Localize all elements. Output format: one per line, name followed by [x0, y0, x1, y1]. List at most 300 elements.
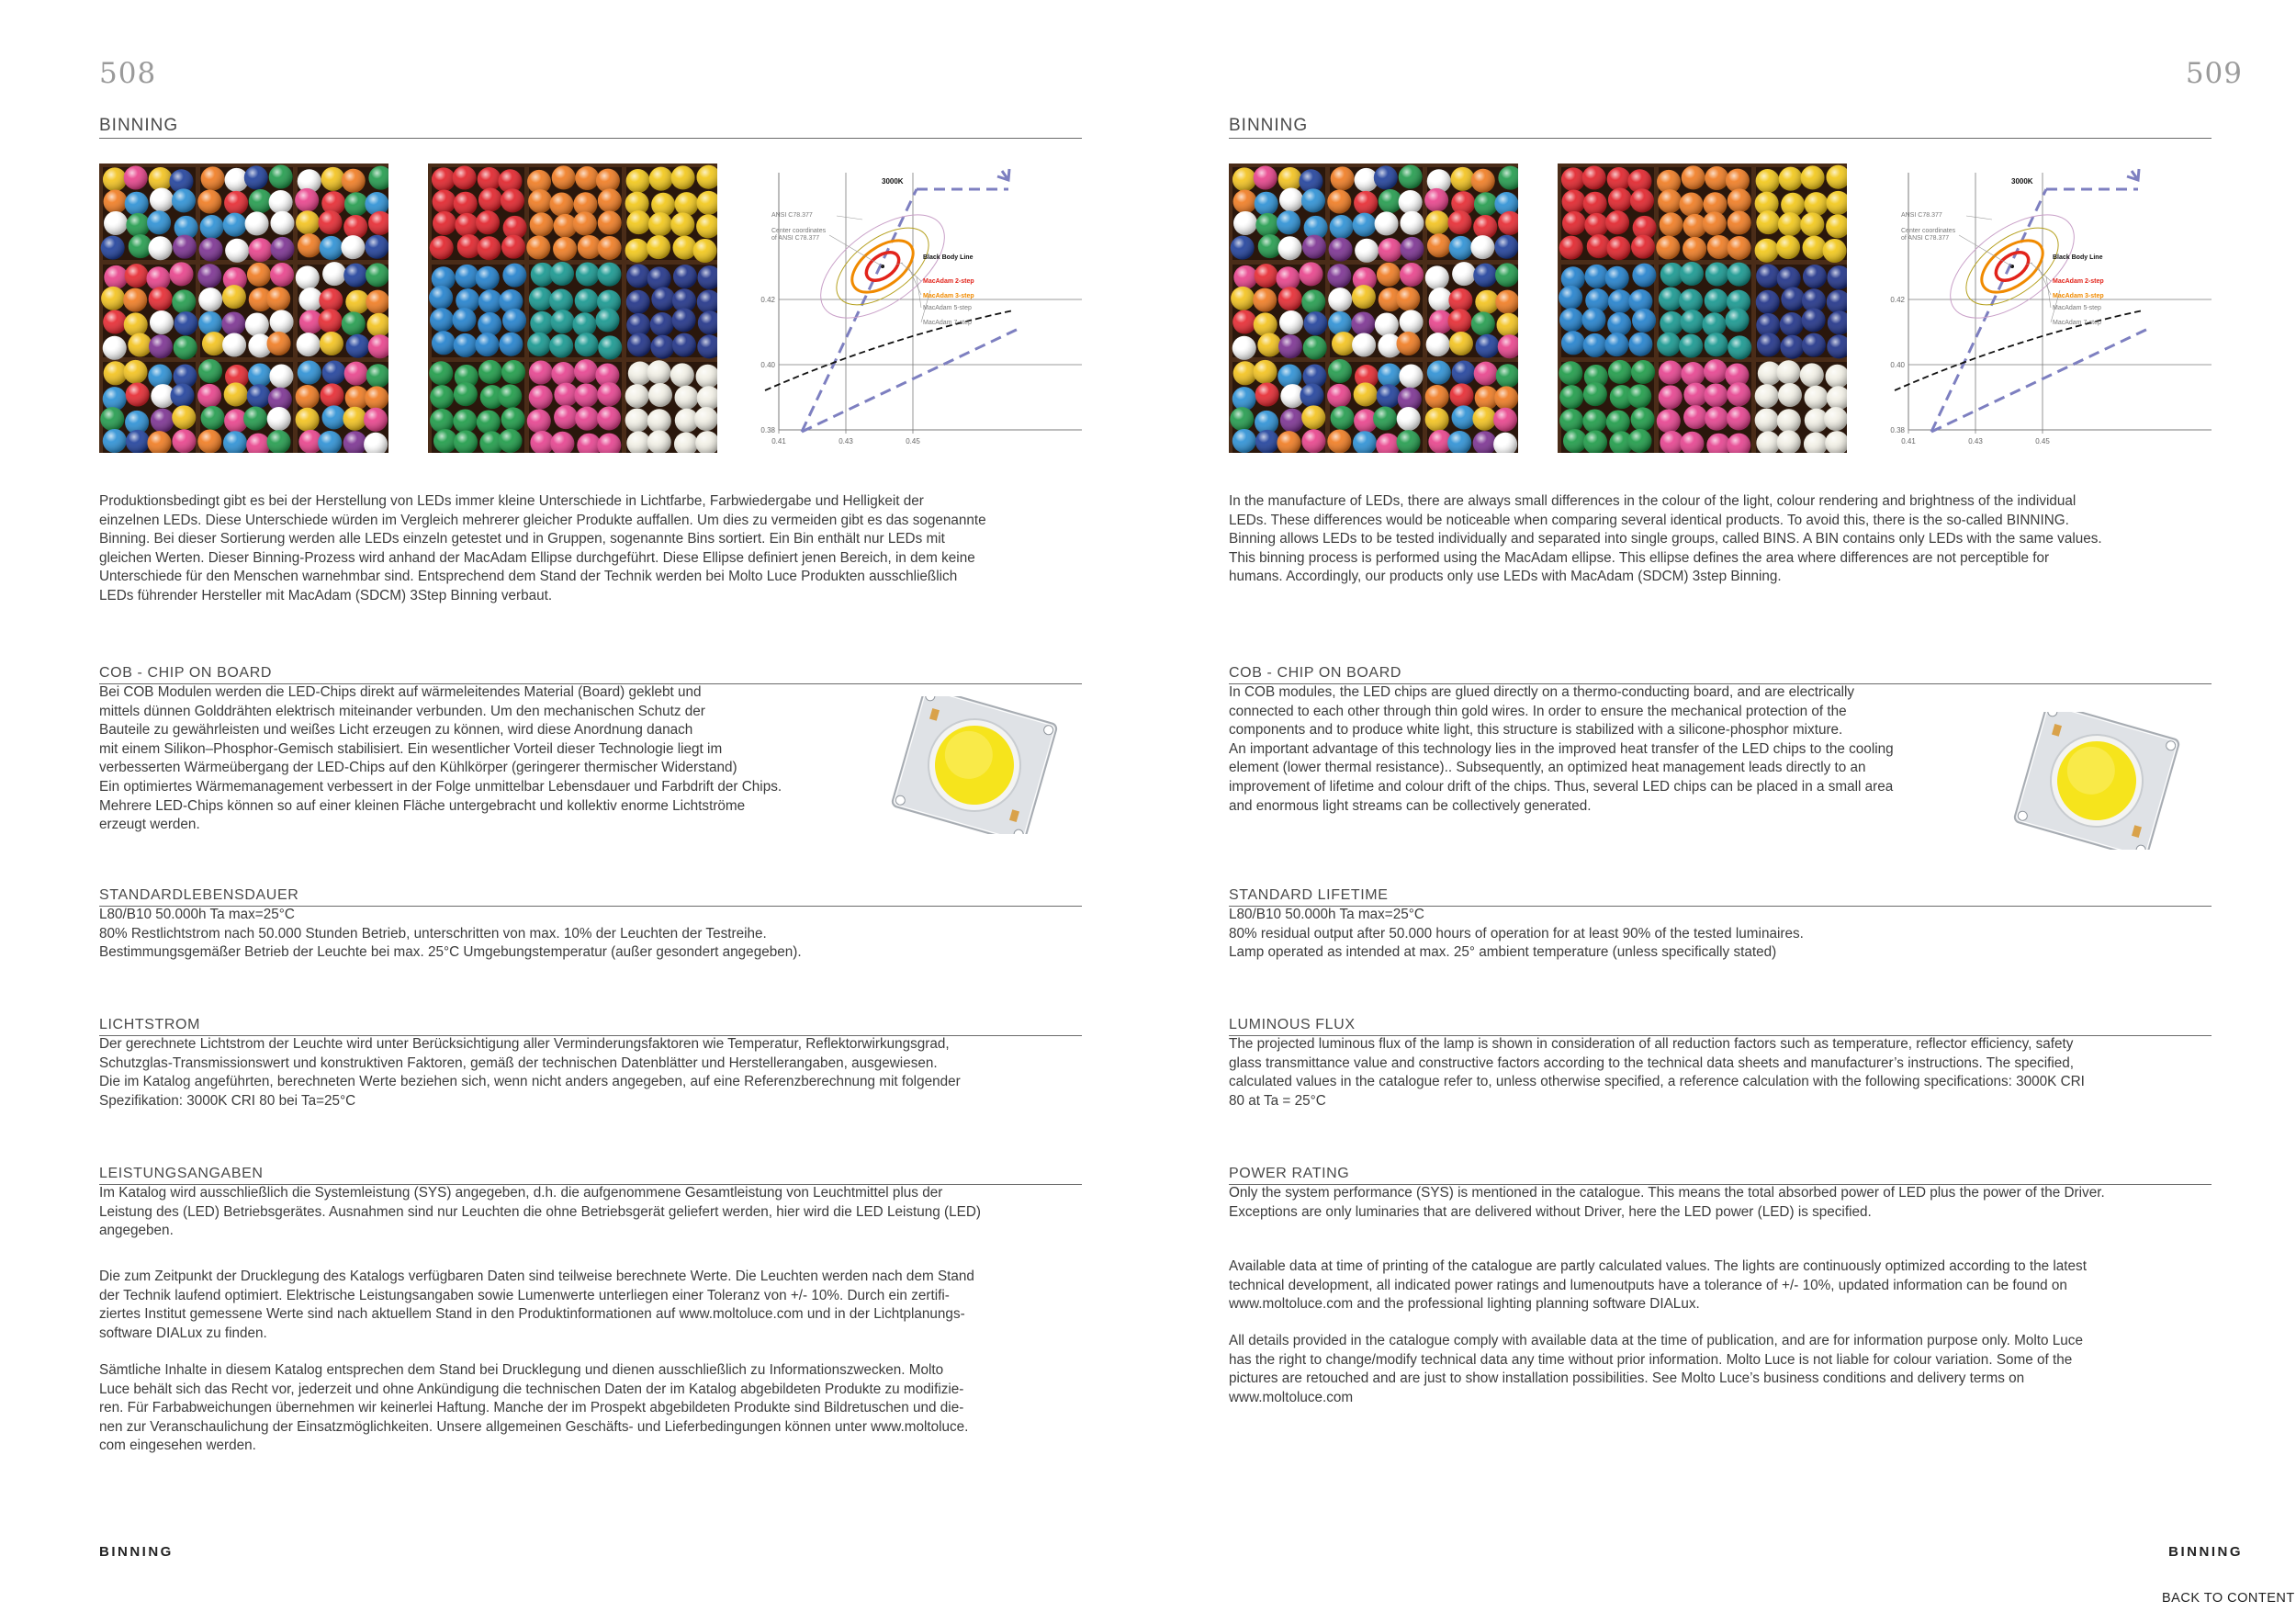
gumball-shine — [1332, 332, 1356, 355]
section-heading-power: POWER RATING — [1229, 1162, 2212, 1185]
gumball-shine — [197, 264, 221, 288]
gumball-shine — [1255, 192, 1278, 216]
gumball-shine — [1279, 310, 1303, 334]
gumball-shine — [433, 189, 456, 213]
gumball-shine — [553, 237, 577, 261]
gumball-shine — [1823, 239, 1847, 263]
leader-line — [908, 266, 921, 295]
gumball-shine — [1327, 264, 1351, 288]
data-note-paragraph — [1229, 1257, 2087, 1314]
gumball-shine — [1327, 384, 1351, 408]
gumball-shine — [672, 333, 696, 357]
gumball-shine — [1604, 333, 1628, 356]
gumball-shine — [1375, 211, 1399, 235]
gumball-shine — [1447, 210, 1471, 234]
gumball-shine — [101, 287, 125, 310]
gumball-shine — [626, 290, 650, 314]
text-line: angegeben. — [99, 1223, 174, 1239]
gumball-shine — [575, 166, 599, 190]
gumball-shine — [499, 333, 523, 356]
chip-board — [891, 696, 1057, 834]
gumball-shine — [1399, 364, 1423, 388]
gumball-shine — [671, 165, 695, 189]
cob-paragraph — [99, 683, 782, 835]
lifetime-paragraph — [99, 906, 802, 963]
gumball-shine — [1704, 383, 1728, 407]
text-line: The projected luminous flux of the lamp is shown in consideration of all reduction factors such as temperature, reflector efficiency, safety — [1229, 1036, 2074, 1052]
text-line: In the manufacture of LEDs, there are always small differences in the colour of the light, colour rendering and brightness of the individual — [1229, 493, 2077, 509]
gumball-shine — [1725, 308, 1749, 332]
text-line: has the right to change/modify technical data any time without prior information. Molto Luce is not liable for colour variation. Some of the — [1229, 1351, 2073, 1368]
back-to-content-link[interactable]: BACK TO CONTENT — [2162, 1591, 2295, 1606]
gumball-shine — [1727, 263, 1750, 287]
gumball-shine — [576, 263, 600, 287]
gumball-shine — [222, 285, 246, 309]
gumball-shine — [1253, 288, 1277, 312]
gumball-shine — [123, 288, 147, 312]
gumball-shine — [1399, 165, 1423, 189]
gumball-shine — [1400, 211, 1424, 235]
gumball-shine — [248, 364, 272, 388]
leader-line — [2038, 266, 2051, 295]
gumball-shine — [1302, 235, 1326, 259]
gumball-shine — [1379, 238, 1402, 262]
gumball-shine — [1257, 333, 1281, 356]
gumball-shine — [1303, 335, 1327, 359]
cob-led-chip-image — [878, 696, 1071, 839]
gumball-shine — [1425, 408, 1449, 432]
gumball-shine — [320, 236, 343, 260]
gumball-shine — [572, 312, 596, 336]
gumball-shine — [1631, 235, 1655, 259]
sorted-candy-photo — [428, 164, 717, 453]
gumball-shine — [342, 169, 366, 193]
gumball-shine — [1728, 188, 1751, 212]
cob-paragraph — [1229, 683, 1894, 816]
gumball-shine — [526, 235, 550, 259]
text-line: connected to each other through thin gold wires. In order to ensure the mechanical protection of the — [1229, 703, 1847, 719]
gumball-shine — [322, 361, 346, 385]
gumball-shine — [221, 311, 245, 335]
gumball-shine — [552, 165, 576, 189]
gumball-shine — [344, 362, 368, 386]
ansi-quadrangle-edge — [802, 189, 917, 432]
gumball-shine — [625, 409, 649, 433]
gumball-shine — [1777, 266, 1801, 290]
section-heading-flux: LICHTSTROM — [99, 1013, 1082, 1036]
gumball-shine — [1232, 310, 1256, 334]
text-line: ziertes Institut gemessene Werte sind nach aktuellem Stand in den Produktinformationen auf www.moltoluce.com und in der Lichtplanungs- — [99, 1306, 965, 1323]
gumball-shine — [1776, 235, 1800, 259]
text-line: einzelnen LEDs. Diese Unterschiede würden im Vergleich mehrerer gleicher Produkte auffallen. Um dies zu vermeiden gibt es das sogenannte — [99, 512, 986, 528]
gumball-shine — [625, 384, 649, 408]
text-line: Bei COB Modulen werden die LED-Chips direkt auf wärmeleitendes Material (Board) geklebt und — [99, 684, 702, 700]
gumball-shine — [575, 407, 599, 431]
gumball-shine — [346, 334, 370, 358]
gumball-shine — [433, 429, 457, 453]
gumball-shine — [430, 236, 454, 260]
gumball-shine — [1628, 333, 1652, 356]
gumball-shine — [1802, 333, 1826, 357]
gumball-shine — [1351, 311, 1375, 335]
gumball-shine — [125, 192, 149, 216]
gumball-shine — [1254, 360, 1277, 384]
gumball-shine — [1233, 189, 1257, 213]
arrow-head — [2127, 169, 2139, 180]
gumball-shine — [1780, 312, 1804, 336]
gumball-shine — [1374, 165, 1398, 189]
gumball-shine — [456, 265, 479, 288]
gumball-shine — [225, 239, 249, 263]
gumball-shine — [1607, 167, 1631, 191]
gumball-shine — [1449, 332, 1473, 355]
gumball-shine — [128, 333, 152, 356]
gumball-shine — [454, 382, 478, 406]
gumball-shine — [245, 211, 269, 235]
gumball-shine — [598, 188, 622, 212]
gumball-shine — [1232, 429, 1256, 453]
gumball-shine — [1452, 405, 1476, 429]
leader-line — [2046, 276, 2051, 308]
gumball-shine — [103, 336, 127, 360]
gumball-shine — [1427, 361, 1451, 385]
x-tick-label: 0.41 — [771, 437, 786, 445]
gumball-shine — [1303, 311, 1327, 335]
gumball-shine — [173, 235, 197, 259]
gumball-shine — [296, 385, 320, 409]
leader-line — [917, 276, 921, 308]
gumball-shine — [501, 188, 524, 212]
gumball-shine — [1328, 359, 1352, 383]
gumball-shine — [1582, 409, 1606, 433]
gumball-shine — [1352, 285, 1376, 309]
text-line: 80 at Ta = 25°C — [1229, 1092, 1326, 1109]
gumball-shine — [454, 333, 478, 357]
gumball-shine — [125, 264, 149, 288]
text-line: Lamp operated as intended at max. 25° ambient temperature (unless specifically stated) — [1229, 944, 1777, 961]
gumball-shine — [1474, 362, 1498, 386]
section-heading-flux: LUMINOUS FLUX — [1229, 1013, 2212, 1036]
text-line: Binning allows LEDs to be tested individually and separated into single groups, called BINS. A BIN contains only LEDs with the same values. — [1229, 531, 2102, 547]
text-line: gleichen Werten. Dieser Binning-Prozess wird anhand der MacAdam Ellipse durchgeführt. Diese Ellipse definiert jenen Bereich, in dem keine — [99, 549, 975, 566]
chip-board — [2013, 712, 2179, 850]
gumball-shine — [343, 407, 366, 431]
gumball-shine — [322, 262, 346, 286]
leader-line — [829, 235, 883, 266]
section-heading-power: LEISTUNGSANGABEN — [99, 1162, 1082, 1185]
x-tick-label: 0.45 — [2035, 437, 2050, 445]
text-line: In COB modules, the LED chips are glued directly on a thermo-conducting board, and are electrically — [1229, 684, 1855, 700]
gumball-shine — [1727, 382, 1750, 406]
gumball-shine — [1563, 429, 1587, 453]
gumball-shine — [1354, 382, 1378, 406]
text-line: element (lower thermal resistance).. Subsequently, an optimized heat management leads directly to an — [1229, 760, 1866, 776]
y-tick-label: 0.38 — [760, 426, 775, 434]
gumball-shine — [147, 210, 171, 234]
gumball-shine — [103, 310, 127, 334]
gumball-shine — [598, 236, 622, 260]
gumball-shine — [124, 165, 148, 189]
gumball-shine — [1660, 212, 1683, 236]
chart-label: Center coordinates — [1901, 228, 1956, 234]
gumball-shine — [1378, 364, 1401, 388]
text-line: Schutzglas-Transmissionswert und konstruktiven Faktoren, gemäß der technischen Datenblätter und Herstellerangaben, ausgewiesen. — [99, 1054, 938, 1071]
gumball-shine — [453, 409, 477, 433]
gumball-shine — [475, 333, 499, 356]
ansi-quadrangle-edge — [802, 327, 1022, 432]
gumball-shine — [1605, 210, 1629, 234]
gumball-shine — [1397, 430, 1421, 453]
text-line: mit einem Silikon–Phosphor-Gemisch stabilisiert. Ein wesentlicher Vorteil dieser Technologie liegt im — [99, 740, 723, 757]
gumball-shine — [269, 364, 293, 388]
gumball-shine — [1400, 310, 1424, 333]
right-page — [1148, 0, 2296, 1624]
gumball-shine — [104, 265, 128, 289]
gumball-shine — [626, 210, 650, 234]
gumball-shine — [1562, 189, 1586, 213]
gumball-shine — [1606, 410, 1630, 434]
gumball-shine — [1377, 263, 1401, 287]
gumball-shine — [1279, 187, 1303, 211]
gumball-shine — [1255, 264, 1278, 288]
gumball-shine — [429, 361, 453, 385]
gumball-shine — [172, 289, 196, 313]
gumball-shine — [365, 235, 388, 259]
legend-label: MacAdam 3-step — [2053, 293, 2104, 299]
gumball-shine — [1233, 265, 1257, 289]
gumball-shine — [1425, 385, 1449, 409]
gumball-shine — [322, 405, 346, 429]
gumball-shine — [267, 407, 291, 431]
section-heading-binning: BINNING — [1229, 116, 2212, 139]
gumball-shine — [343, 215, 367, 239]
gumball-shine — [1778, 383, 1802, 407]
gumball-shine — [1559, 286, 1582, 310]
data-note-paragraph — [99, 1268, 974, 1343]
gumball-shine — [498, 384, 522, 408]
sorted-candy-photo — [1558, 164, 1847, 453]
gumball-shine — [1452, 262, 1476, 286]
x-tick-label: 0.43 — [838, 437, 853, 445]
gumball-shine — [476, 210, 500, 234]
gumball-shine — [649, 167, 673, 191]
text-line: pictures are retouched and are just to show installation possibilities. See Molto Luce’s business conditions and delivery terms on — [1229, 1370, 2025, 1387]
gumball-shine — [575, 333, 599, 356]
gumball-shine — [1494, 235, 1518, 259]
gumball-shine — [124, 312, 148, 336]
gumball-shine — [1452, 361, 1476, 385]
gumball-shine — [1301, 188, 1325, 212]
mixed-candy-photo — [99, 164, 388, 453]
gumball-shine — [172, 405, 196, 429]
gumball-shine — [149, 167, 173, 191]
gumball-shine — [1255, 213, 1279, 237]
gumball-shine — [267, 332, 291, 355]
gumball-shine — [1680, 262, 1704, 286]
text-line: mittels dünnen Golddrähten elektrisch miteinander verbunden. Um den mechanischen Schutz der — [99, 703, 705, 719]
text-line: components and to produce white light, this structure is stabilized with a silicone-phosphor mixture. — [1229, 722, 1843, 739]
gumball-shine — [1561, 167, 1585, 191]
section-heading-cob: COB - CHIP ON BOARD — [1229, 661, 2212, 684]
chart-label: ANSI C78.377 — [1901, 212, 1942, 219]
gumball-shine — [1728, 211, 1751, 235]
gumball-shine — [1232, 387, 1256, 411]
text-line: Leistung des (LED) Betriebsgerätes. Ausnahmen sind nur Leuchten die ohne Betriebsgerät geliefert werden, hier wird die LED Leistung (LED) — [99, 1203, 982, 1220]
gumball-shine — [247, 263, 271, 287]
gumball-shine — [197, 430, 221, 453]
gumball-shine — [1630, 188, 1654, 212]
gumball-shine — [1778, 212, 1802, 236]
disclaimer-paragraph — [1229, 1332, 2083, 1407]
gumball-shine — [499, 429, 523, 453]
cob-led-chip-image — [2000, 712, 2193, 854]
gumball-shine — [1657, 333, 1681, 356]
gumball-shine — [1681, 310, 1705, 333]
gumball-shine — [1682, 165, 1705, 189]
gumball-shine — [528, 189, 552, 213]
gumball-shine — [150, 187, 174, 211]
gumball-shine — [365, 386, 388, 410]
disclaimer-paragraph — [99, 1361, 968, 1456]
x-tick-label: 0.41 — [1901, 437, 1916, 445]
chart-label: Black Body Line — [923, 254, 974, 261]
gumball-shine — [648, 212, 672, 236]
gumball-shine — [529, 385, 553, 409]
gumball-shine — [598, 335, 622, 359]
leader-line — [1959, 235, 2012, 266]
text-line: www.moltoluce.com — [1229, 1389, 1354, 1405]
gumball-shine — [650, 312, 674, 336]
chart-label: of ANSI C78.377 — [1901, 235, 1950, 242]
gumball-shine — [1627, 384, 1651, 408]
gumball-shine — [430, 308, 454, 332]
gumball-shine — [150, 310, 174, 334]
text-line: Spezifikation: 3000K CRI 80 bei Ta=25°C — [99, 1092, 356, 1109]
gumball-shine — [647, 235, 670, 259]
text-line: Der gerechnete Lichtstrom der Leuchte wird unter Berücksichtigung aller Verminderungsfaktoren wie Temperatur, Reflektorwirkungsgrad, — [99, 1036, 950, 1052]
gumball-shine — [1278, 334, 1302, 358]
gumball-shine — [1756, 290, 1780, 314]
gumball-shine — [1331, 406, 1355, 430]
gumball-shine — [1681, 362, 1705, 386]
power-paragraph — [99, 1184, 981, 1241]
chart-label: Black Body Line — [2053, 254, 2103, 261]
gumball-shine — [502, 264, 526, 288]
gumball-shine — [549, 334, 573, 358]
gumball-shine — [478, 360, 502, 384]
gumball-shine — [1470, 235, 1494, 259]
gumball-shine — [172, 429, 196, 453]
text-line: All details provided in the catalogue comply with available data at the time of publication, and are for information purpose only. Molto Luce — [1229, 1333, 2083, 1348]
gumball-shine — [1400, 237, 1424, 261]
gumball-shine — [1231, 287, 1255, 310]
gumball-shine — [625, 239, 649, 263]
intro-paragraph — [1229, 492, 2102, 587]
gumball-shine — [270, 211, 294, 235]
gumball-shine — [1800, 212, 1824, 236]
gumball-shine — [1352, 333, 1376, 357]
gumball-shine — [269, 165, 293, 189]
text-line: Sämtliche Inhalte in diesem Katalog entsprechen dem Stand bei Drucklegung und dienen ausschließlich zu Informationszwecken. Molto — [99, 1362, 944, 1378]
text-line: 80% Restlichtstrom nach 50.000 Stunden Betrieb, unterschritten von max. 10% der Leuchten der Testreihe. — [99, 925, 767, 942]
gumball-shine — [1449, 236, 1473, 260]
gumball-shine — [1582, 165, 1606, 189]
text-line: Bauteile zu gewährleisten und weißes Licht erzeugen zu können, wird diese Anordnung danach — [99, 722, 693, 739]
gumball-shine — [1679, 289, 1703, 313]
gumball-shine — [364, 408, 388, 432]
gumball-shine — [224, 191, 248, 215]
gumball-shine — [320, 332, 343, 355]
text-line: com eingesehen werden. — [99, 1438, 256, 1454]
gumball-shine — [270, 237, 294, 261]
gumball-shine — [1377, 384, 1401, 408]
gumball-shine — [298, 233, 321, 257]
text-line: www.moltoluce.com and the professional lighting planning software DIALux. — [1229, 1296, 1700, 1313]
gumball-shine — [151, 409, 174, 433]
gumball-shine — [1354, 191, 1378, 215]
gumball-shine — [1301, 429, 1325, 453]
gumball-shine — [1559, 236, 1583, 260]
page-number: 508 — [99, 57, 157, 90]
gumball-shine — [1683, 237, 1706, 261]
macadam-ellipse-chart — [1876, 164, 2212, 453]
gumball-shine — [295, 188, 319, 212]
gumball-shine — [244, 165, 268, 189]
gumball-shine — [1605, 266, 1629, 290]
gumball-shine — [1728, 236, 1751, 260]
gumball-shine — [1559, 308, 1583, 332]
gumball-shine — [1631, 360, 1655, 384]
gumball-shine — [1659, 287, 1683, 310]
gumball-shine — [101, 236, 125, 260]
gumball-shine — [1683, 405, 1707, 429]
chart-label: Center coordinates — [771, 228, 827, 234]
gumball-shine — [1824, 407, 1847, 431]
gumball-shine — [1805, 192, 1829, 216]
gumball-shine — [1800, 363, 1824, 387]
footer-label: BINNING — [2168, 1544, 2243, 1560]
gumball-shine — [430, 385, 454, 409]
text-line: humans. Accordingly, our products only use LEDs with MacAdam (SDCM) 3step Binning. — [1229, 569, 1782, 585]
gumball-shine — [1471, 169, 1495, 193]
text-line: Die zum Zeitpunkt der Drucklegung des Katalogs verfügbaren Daten sind teilweise berechnete Werte. Die Leuchten werden nach dem Stand — [99, 1269, 974, 1284]
gumball-shine — [1632, 264, 1656, 288]
gumball-shine — [318, 210, 342, 234]
gumball-shine — [595, 308, 619, 332]
gumball-shine — [1659, 385, 1683, 409]
gumball-shine — [627, 333, 651, 356]
text-line: verbesserten Wärmeübergang der LED-Chips auf den Kühlkörper (geringerer thermischer Widerstand) — [99, 760, 737, 776]
text-line: nen zur Veranschaulichung der Einsatzmöglichkeiten. Unsere allgemeinen Geschäfts- und Lieferbedingungen können unter www.moltoluce. — [99, 1418, 969, 1435]
gumball-shine — [1254, 312, 1277, 336]
gumball-shine — [672, 308, 696, 332]
gumball-shine — [626, 265, 650, 288]
gumball-shine — [1705, 333, 1728, 356]
gumball-shine — [1628, 429, 1652, 453]
gumball-shine — [1756, 265, 1780, 288]
gumball-shine — [296, 265, 320, 289]
mixed-candy-photo — [1229, 164, 1518, 453]
gumball-shine — [651, 287, 675, 310]
gumball-shine — [1473, 264, 1497, 288]
gumball-shine — [266, 287, 290, 310]
gumball-shine — [1679, 193, 1703, 217]
gumball-shine — [270, 263, 294, 287]
gumball-shine — [124, 360, 148, 384]
footer-label: BINNING — [99, 1544, 174, 1560]
leader-line — [837, 216, 862, 220]
gumball-shine — [647, 266, 671, 290]
